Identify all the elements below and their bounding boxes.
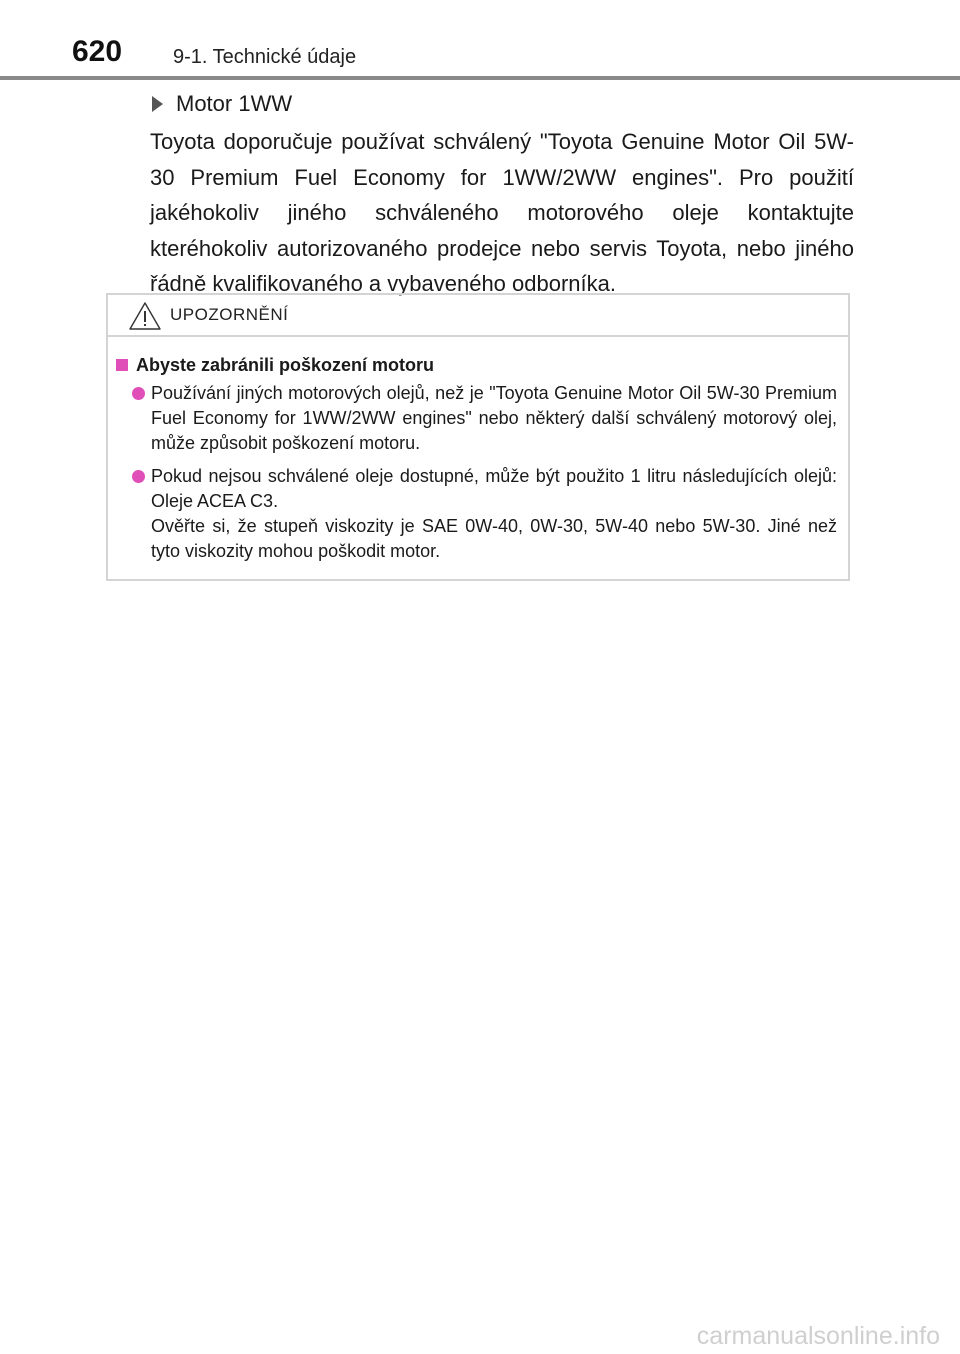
- warning-header: [108, 295, 848, 337]
- list-item: [116, 381, 840, 456]
- triangle-right-icon: [152, 96, 163, 112]
- list-item-text: Používání jiných motorových olejů, než je "Toyota Genuine Motor Oil 5W-30 Premium Fuel Economy for 1WW/2WW engines" nebo některý další schválený motorový olej, může způsobit poškození motoru.: [151, 383, 837, 453]
- oil-recommendation-paragraph: Toyota doporučuje používat schválený "Toyota Genuine Motor Oil 5W-30 Premium Fuel Economy for 1WW/2WW engines". Pro použití jakéhokoliv jiného schváleného motorového oleje kontaktujte kteréhokoliv autorizovaného prodejce nebo servis Toyota, nebo jiného řádně kvalifikovaného a vybaveného odborníka.: [150, 129, 854, 296]
- circle-bullet-icon: [132, 387, 145, 400]
- list-item-line: Ověřte si, že stupeň viskozity je SAE 0W-40, 0W-30, 5W-40 nebo 5W-30. Jiné než tyto viskozity mohou poškodit motor.: [151, 516, 837, 561]
- circle-bullet-icon: [132, 470, 145, 483]
- engine-subheading: [152, 90, 292, 118]
- header-divider: [0, 76, 960, 80]
- list-item-line: Pokud nejsou schválené oleje dostupné, může být použito 1 litru následujících olejů: Oleje ACEA C3.: [151, 466, 837, 511]
- warning-box: [106, 293, 850, 581]
- warning-triangle-icon: [128, 301, 162, 331]
- warning-title: UPOZORNĚNÍ: [170, 305, 289, 324]
- square-bullet-icon: [116, 359, 128, 371]
- page-number: 620: [72, 35, 123, 68]
- section-title: 9-1. Technické údaje: [173, 46, 357, 68]
- engine-subheading-label: Motor 1WW: [176, 91, 293, 116]
- page-header: [0, 0, 960, 80]
- warning-body: [108, 337, 848, 564]
- watermark-text: carmanualsonline.info: [696, 1322, 940, 1350]
- list-item: [116, 464, 840, 564]
- warning-subheading-label: Abyste zabránili poškození motoru: [136, 355, 435, 375]
- list-item-text: [151, 464, 837, 564]
- warning-subheading: [116, 353, 840, 377]
